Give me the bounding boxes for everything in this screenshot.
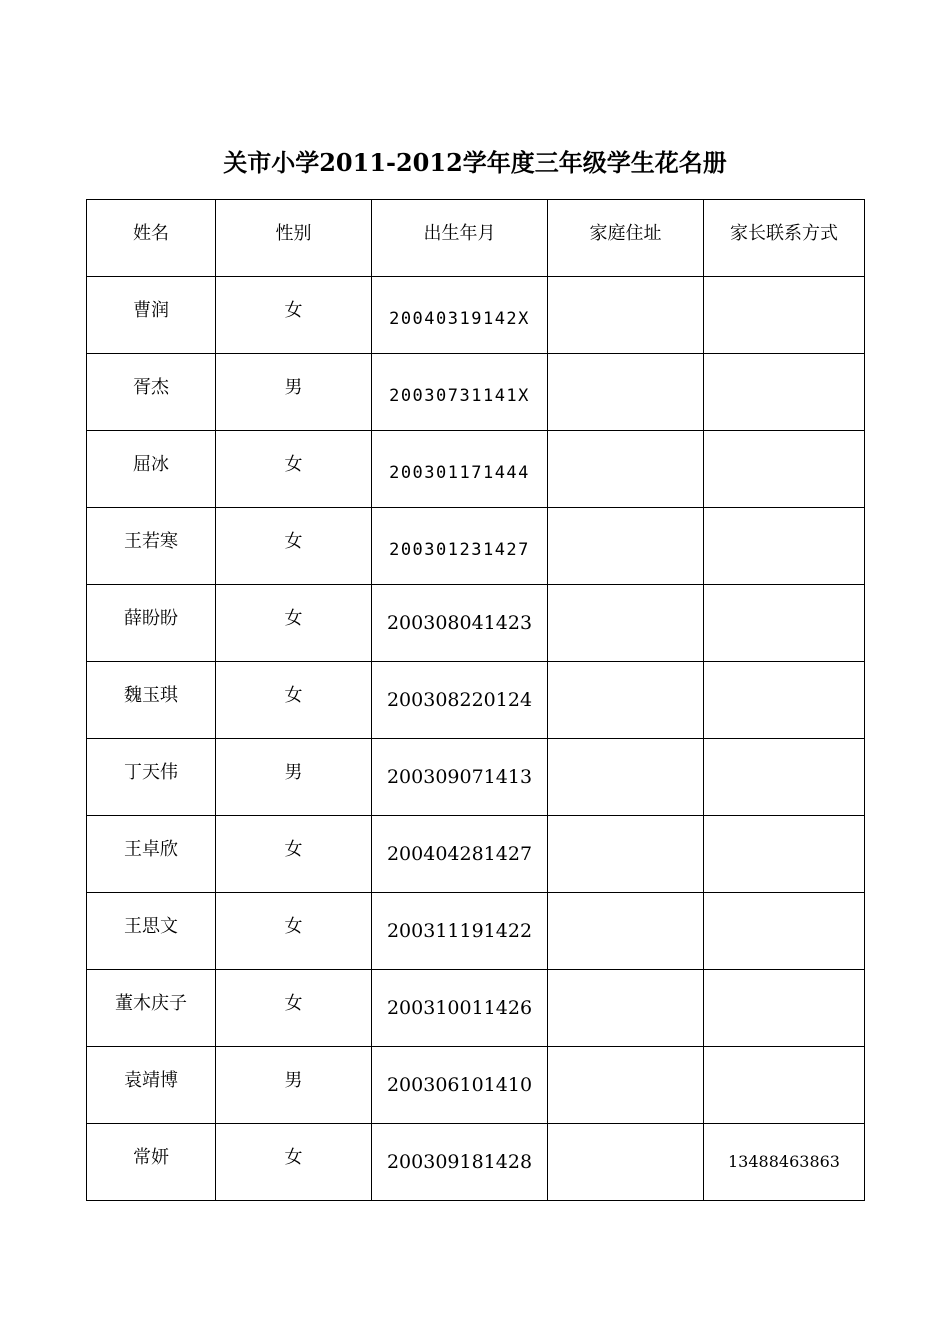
cell-phone (704, 816, 865, 893)
cell-name: 丁天伟 (87, 739, 216, 816)
header-address: 家庭住址 (548, 200, 704, 277)
cell-address (548, 277, 704, 354)
table-row (87, 970, 865, 1047)
cell-phone (704, 893, 865, 970)
cell-gender: 女 (216, 431, 372, 508)
cell-birth: 200404281427 (372, 816, 548, 893)
cell-phone (704, 508, 865, 585)
cell-phone: 13488463863 (704, 1124, 865, 1201)
cell-address (548, 1124, 704, 1201)
cell-gender: 女 (216, 970, 372, 1047)
cell-gender: 女 (216, 508, 372, 585)
student-roster-table (86, 199, 865, 1201)
cell-birth: 20040319142X (372, 277, 548, 354)
cell-address (548, 354, 704, 431)
table-row (87, 585, 865, 662)
table-header-row (87, 200, 865, 277)
table-row (87, 354, 865, 431)
cell-birth: 200308220124 (372, 662, 548, 739)
cell-gender: 男 (216, 1047, 372, 1124)
cell-gender: 女 (216, 816, 372, 893)
cell-name: 董木庆子 (87, 970, 216, 1047)
header-birth: 出生年月 (372, 200, 548, 277)
cell-gender: 女 (216, 277, 372, 354)
cell-gender: 男 (216, 739, 372, 816)
header-phone: 家长联系方式 (704, 200, 865, 277)
cell-address (548, 739, 704, 816)
table-row (87, 277, 865, 354)
header-name: 姓名 (87, 200, 216, 277)
table-row (87, 662, 865, 739)
cell-phone (704, 277, 865, 354)
cell-phone (704, 431, 865, 508)
cell-name: 魏玉琪 (87, 662, 216, 739)
cell-birth: 200309181428 (372, 1124, 548, 1201)
cell-gender: 女 (216, 662, 372, 739)
cell-name: 常妍 (87, 1124, 216, 1201)
table-row (87, 1124, 865, 1201)
cell-phone (704, 662, 865, 739)
cell-birth: 20030731141X (372, 354, 548, 431)
document-title: 关市小学2011-2012学年度三年级学生花名册 (223, 148, 727, 177)
cell-address (548, 1047, 704, 1124)
cell-gender: 女 (216, 893, 372, 970)
table-row (87, 739, 865, 816)
cell-gender: 女 (216, 585, 372, 662)
cell-address (548, 816, 704, 893)
cell-name: 王若寒 (87, 508, 216, 585)
cell-birth: 200310011426 (372, 970, 548, 1047)
cell-phone (704, 1047, 865, 1124)
table-row (87, 508, 865, 585)
cell-name: 王思文 (87, 893, 216, 970)
cell-phone (704, 585, 865, 662)
cell-address (548, 585, 704, 662)
table-row (87, 431, 865, 508)
cell-address (548, 970, 704, 1047)
cell-birth: 200301171444 (372, 431, 548, 508)
cell-birth: 200308041423 (372, 585, 548, 662)
cell-address (548, 508, 704, 585)
table-row (87, 816, 865, 893)
cell-birth: 200306101410 (372, 1047, 548, 1124)
cell-name: 曹润 (87, 277, 216, 354)
cell-name: 王卓欣 (87, 816, 216, 893)
cell-address (548, 431, 704, 508)
cell-birth: 200309071413 (372, 739, 548, 816)
cell-name: 屈冰 (87, 431, 216, 508)
cell-address (548, 662, 704, 739)
cell-phone (704, 739, 865, 816)
cell-gender: 女 (216, 1124, 372, 1201)
cell-gender: 男 (216, 354, 372, 431)
cell-name: 薛盼盼 (87, 585, 216, 662)
cell-phone (704, 354, 865, 431)
cell-birth: 200311191422 (372, 893, 548, 970)
cell-address (548, 893, 704, 970)
cell-phone (704, 970, 865, 1047)
header-gender: 性别 (216, 200, 372, 277)
cell-birth: 200301231427 (372, 508, 548, 585)
cell-name: 胥杰 (87, 354, 216, 431)
table-row (87, 1047, 865, 1124)
table-row (87, 893, 865, 970)
cell-name: 袁靖博 (87, 1047, 216, 1124)
